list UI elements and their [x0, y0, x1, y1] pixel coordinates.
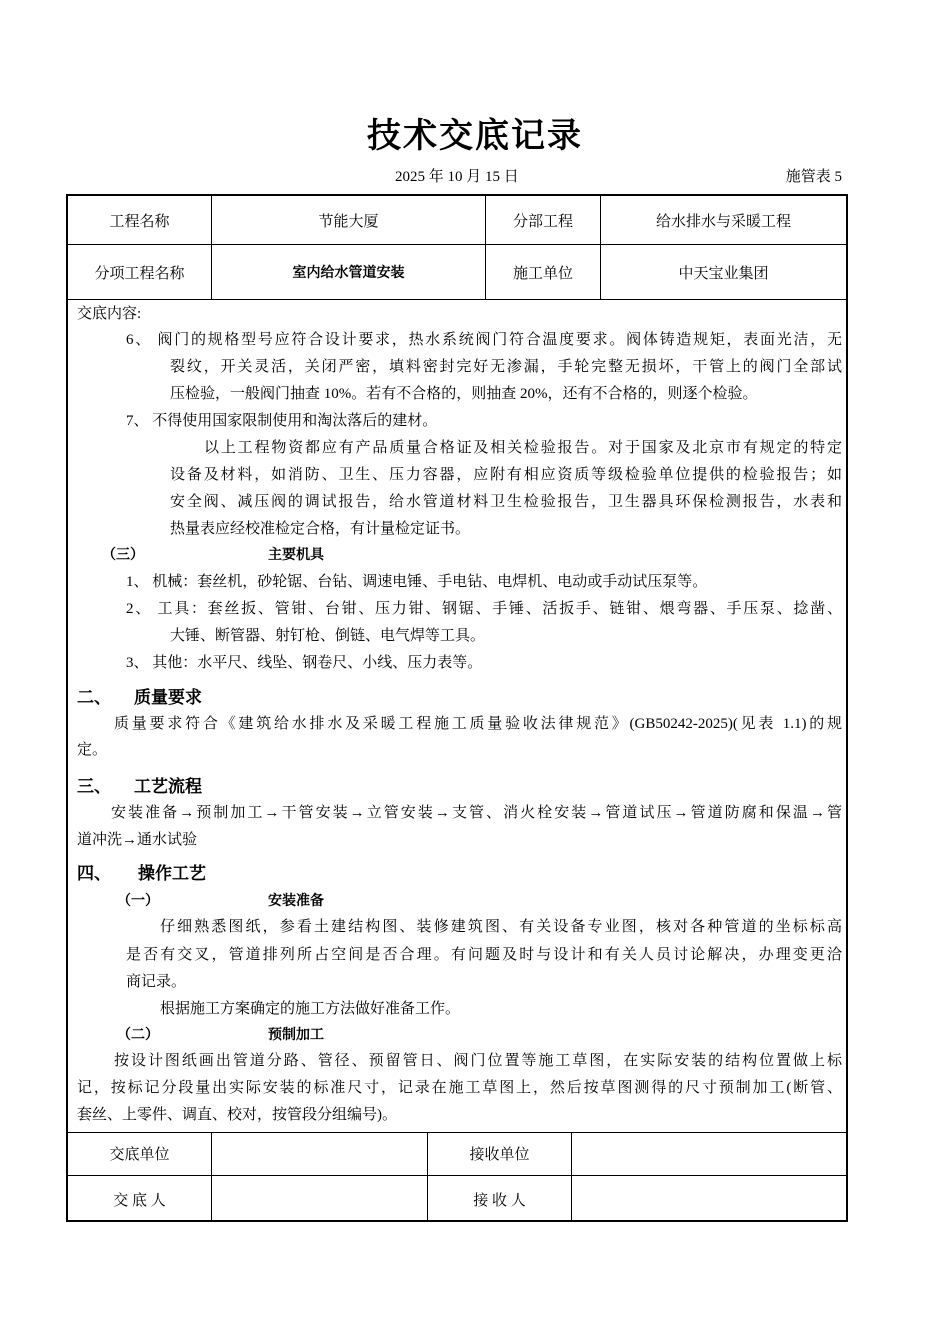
contractor-label: 施工单位 — [485, 245, 600, 299]
quality-line-2: 定。 — [77, 742, 108, 758]
document-title: 技术交底记录 — [367, 116, 583, 156]
operation-2-number: （二） — [117, 1027, 159, 1043]
project-name-label: 工程名称 — [109, 213, 170, 230]
operation-2-line-2: 记，按标记分段量出实际安装的标准尺寸，记录在施工草图上，然后按草图测得的尺寸预制加工(断管、 — [77, 1080, 842, 1096]
footer-row-1 — [68, 1132, 846, 1176]
division-label: 分部工程 — [485, 196, 600, 244]
quality-number: 二、 — [77, 688, 111, 708]
operation-2-line-1: 按设计图纸画出管道分路、管径、预留管日、阀门位置等施工草图，在实际安装的结构位置做上标 — [114, 1053, 842, 1069]
operation-1-line-4: 根据施工方案确定的施工方法做好准备工作。 — [160, 1001, 461, 1017]
footer-row-2 — [68, 1176, 846, 1222]
document-date: 2025 年 10 月 15 日 — [395, 169, 519, 185]
materials-para-line-3: 安全阀、减压阀的调试报告，给水管道材料卫生检验报告，卫生器具环保检测报告，水表和 — [170, 494, 842, 510]
operation-2-title: 预制加工 — [268, 1027, 324, 1043]
form-number: 施管表 5 — [785, 169, 842, 185]
section-3-title: 主要机具 — [268, 547, 324, 563]
division-value: 给水排水与采暖工程 — [600, 196, 846, 244]
receiver-label: 接 收 人 — [427, 1176, 571, 1222]
quality-title: 质量要求 — [134, 688, 202, 708]
section-3-number: （三） — [102, 547, 144, 563]
handover-unit-value — [211, 1132, 427, 1175]
operation-1-title: 安装准备 — [268, 893, 324, 909]
operation-number: 四、 — [77, 864, 111, 884]
item-6-line-1: 6、 阀门的规格型号应符合设计要求，热水系统阀门符合温度要求。阀体铸造规矩，表面光洁，无 — [126, 332, 842, 348]
contractor-value: 中天宝业集团 — [600, 245, 846, 299]
process-line-2: 道冲洗→通水试验 — [77, 832, 198, 848]
materials-para-line-1: 以上工程物资都应有产品质量合格证及相关检验报告。对于国家及北京市有规定的特定 — [204, 440, 842, 456]
subitem-label: 分项工程名称 — [94, 265, 185, 282]
tools-item-2-line-2: 大锤、断管器、射钉枪、倒链、电气焊等工具。 — [170, 628, 486, 644]
operation-1-line-1: 仔细熟悉图纸，参看土建结构图、装修建筑图、有关设备专业图，核对各种管道的坐标标高 — [160, 919, 842, 935]
receiver-value — [571, 1176, 846, 1222]
tools-item-2-line-1: 2、 工具：套丝扳、管钳、台钳、压力钳、钢锯、手锤、活扳手、链钳、煨弯器、手压泵、捻凿、 — [126, 601, 842, 617]
operation-title: 操作工艺 — [138, 864, 206, 884]
header-row-1 — [68, 196, 846, 245]
operation-1-line-3: 商记录。 — [126, 974, 187, 990]
receiving-unit-value — [571, 1132, 846, 1175]
process-line-1: 安装准备→预制加工→干管安装→立管安装→支管、消火栓安装→管道试压→管道防腐和保温→管 — [111, 805, 842, 821]
item-6-line-3: 压检验，一般阀门抽查 10%。若有不合格的，则抽查 20%，还有不合格的，则逐个检验。 — [170, 386, 758, 402]
process-number: 三、 — [77, 777, 111, 797]
content-intro: 交底内容: — [77, 306, 142, 322]
handover-person-label: 交 底 人 — [113, 1192, 166, 1209]
item-7: 7、 不得使用国家限制使用和淘汰落后的建材。 — [126, 413, 438, 429]
handover-content — [68, 300, 846, 1133]
operation-1-line-2: 是否有交叉，管道排列所占空间是否合理。有问题及时与设计和有关人员讨论解决，办理变更洽 — [126, 947, 842, 963]
process-title: 工艺流程 — [134, 777, 202, 797]
tools-item-1: 1、 机械：套丝机，砂轮锯、台钻、调速电锤、手电钻、电焊机、电动或手动试压泵等。 — [126, 574, 708, 590]
handover-unit-label: 交底单位 — [109, 1147, 170, 1163]
subitem-value: 室内给水管道安装 — [211, 245, 485, 299]
materials-para-line-2: 设备及材料，如消防、卫生、压力容器，应附有相应资质等级检验单位提供的检验报告；如 — [170, 467, 842, 483]
record-form — [66, 194, 848, 1222]
materials-para-line-4: 热量表应经校准检定合格，有计量检定证书。 — [170, 521, 471, 537]
project-name-value: 节能大厦 — [211, 196, 485, 244]
header-row-2 — [68, 245, 846, 300]
receiving-unit-label: 接收单位 — [427, 1132, 571, 1175]
tools-item-3: 3、 其他：水平尺、线坠、钢卷尺、小线、压力表等。 — [126, 655, 483, 671]
handover-person-value — [211, 1176, 427, 1222]
item-6-line-2: 裂纹，开关灵活，关闭严密，填料密封完好无渗漏，手轮完整无损坏，干管上的阀门全部试 — [170, 359, 842, 375]
operation-1-number: （一） — [117, 893, 159, 909]
quality-line-1: 质量要求符合《建筑给水排水及采暖工程施工质量验收法律规范》(GB50242-2025)(见表 1.1)的规 — [114, 716, 842, 732]
operation-2-line-3: 套丝、上零件、调直、校对，按管段分组编号)。 — [77, 1107, 397, 1123]
